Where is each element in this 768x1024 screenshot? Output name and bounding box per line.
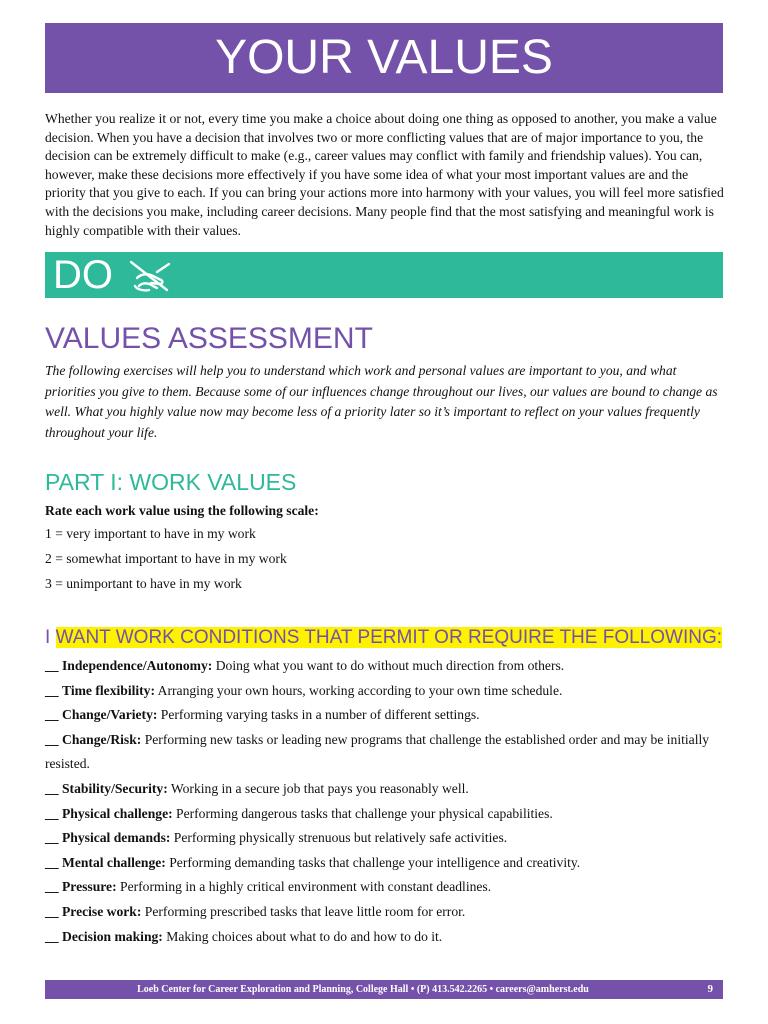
- list-item: [45, 925, 725, 950]
- intro-paragraph: Whether you realize it or not, every time you make a choice about doing one thing as opposed to another, you make a value decision. When you have a decision that involves two or more conflicting values that are of major importance to you, the decision can be extremely difficult to make (e.g., career values may conflict with family and friendship values). You can, however, make these decisions more effectively if you have some idea of what your most important values are and the priority that you give to each. If you can bring your actions more into harmony with your values, you will feel more satisfied with the decisions you make, including career decisions. Many people find that the most satisfying and meaningful work is highly compatible with their values.: [45, 111, 724, 238]
- scale-item: 3 = unimportant to have in my work: [45, 576, 242, 591]
- work-values-list: [45, 654, 725, 949]
- list-item: [45, 654, 725, 679]
- rating-blank[interactable]: __: [45, 903, 59, 919]
- values-assessment-intro: The following exercises will help you to understand which work and personal values are important to you, and what priorities you give to them. Because some of our influences change throughout our lives, our values are bound to change as well. What you highly value now may become less of a priority later so it’s important to reflect on your values frequently throughout your life.: [45, 363, 718, 440]
- value-description: Performing new tasks or leading new programs that challenge the established order and may be initially resisted.: [45, 731, 710, 772]
- rating-blank[interactable]: __: [45, 830, 59, 846]
- values-assessment-heading: VALUES ASSESSMENT: [45, 322, 373, 355]
- value-description: Working in a secure job that pays you reasonably well.: [167, 780, 469, 796]
- rating-blank[interactable]: __: [45, 854, 59, 870]
- value-description: Doing what you want to do without much direction from others.: [212, 658, 565, 673]
- hand-writing-icon: [127, 256, 175, 294]
- scale-item: 1 = very important to have in my work: [45, 526, 256, 541]
- value-description: Performing in a highly critical environment with constant deadlines.: [116, 879, 492, 895]
- value-term: Stability/Security:: [62, 780, 168, 796]
- do-label: DO: [53, 253, 113, 297]
- value-description: Performing physically strenuous but relatively safe activities.: [170, 830, 508, 846]
- list-item: [45, 875, 725, 900]
- value-term: Time flexibility:: [62, 682, 156, 698]
- rating-blank[interactable]: __: [45, 707, 59, 723]
- scale-item: 2 = somewhat important to have in my work: [45, 551, 287, 566]
- value-term: Mental challenge:: [62, 854, 166, 870]
- part-one-heading: PART I: WORK VALUES: [45, 469, 297, 495]
- value-term: Physical demands:: [62, 830, 171, 846]
- list-item: [45, 851, 725, 876]
- list-item: [45, 826, 725, 851]
- value-description: Performing prescribed tasks that leave little room for error.: [141, 903, 466, 919]
- rating-blank[interactable]: __: [45, 731, 59, 747]
- value-term: Change/Risk:: [62, 731, 142, 747]
- value-description: Making choices about what to do and how to do it.: [162, 928, 443, 944]
- list-item: [45, 900, 725, 925]
- list-item: [45, 802, 725, 827]
- value-term: Pressure:: [62, 879, 117, 895]
- value-term: Physical challenge:: [62, 805, 173, 821]
- scale-instruction: Rate each work value using the following scale:: [45, 503, 319, 518]
- page-title: YOUR VALUES: [45, 23, 723, 93]
- list-item: [45, 703, 725, 728]
- do-banner: [45, 252, 723, 298]
- rating-scale: [45, 500, 725, 596]
- rating-blank[interactable]: __: [45, 879, 59, 895]
- value-term: Independence/Autonomy:: [62, 658, 213, 673]
- footer-contact: Loeb Center for Career Exploration and Planning, College Hall • (P) 413.542.2265 • careers@amherst.edu: [137, 984, 589, 995]
- rating-blank[interactable]: __: [45, 805, 59, 821]
- work-conditions-prefix: I: [45, 627, 56, 648]
- value-term: Change/Variety:: [62, 707, 158, 723]
- work-conditions-heading: [45, 626, 722, 650]
- value-description: Performing varying tasks in a number of different settings.: [157, 707, 480, 723]
- value-description: Arranging your own hours, working according to your own time schedule.: [155, 682, 563, 698]
- page-number: 9: [707, 983, 713, 995]
- value-term: Precise work:: [62, 903, 142, 919]
- work-conditions-highlight: WANT WORK CONDITIONS THAT PERMIT OR REQUIRE THE FOLLOWING:: [55, 627, 723, 648]
- rating-blank[interactable]: __: [45, 928, 59, 944]
- rating-blank[interactable]: __: [45, 780, 59, 796]
- list-item: [45, 679, 725, 704]
- page-footer: [45, 980, 723, 999]
- value-description: Performing demanding tasks that challenge your intelligence and creativity.: [165, 854, 581, 870]
- list-item: [45, 777, 725, 802]
- list-item: [45, 728, 725, 777]
- rating-blank[interactable]: __: [45, 658, 59, 673]
- rating-blank[interactable]: __: [45, 682, 59, 698]
- value-term: Decision making:: [62, 928, 163, 944]
- value-description: Performing dangerous tasks that challenge your physical capabilities.: [172, 805, 553, 821]
